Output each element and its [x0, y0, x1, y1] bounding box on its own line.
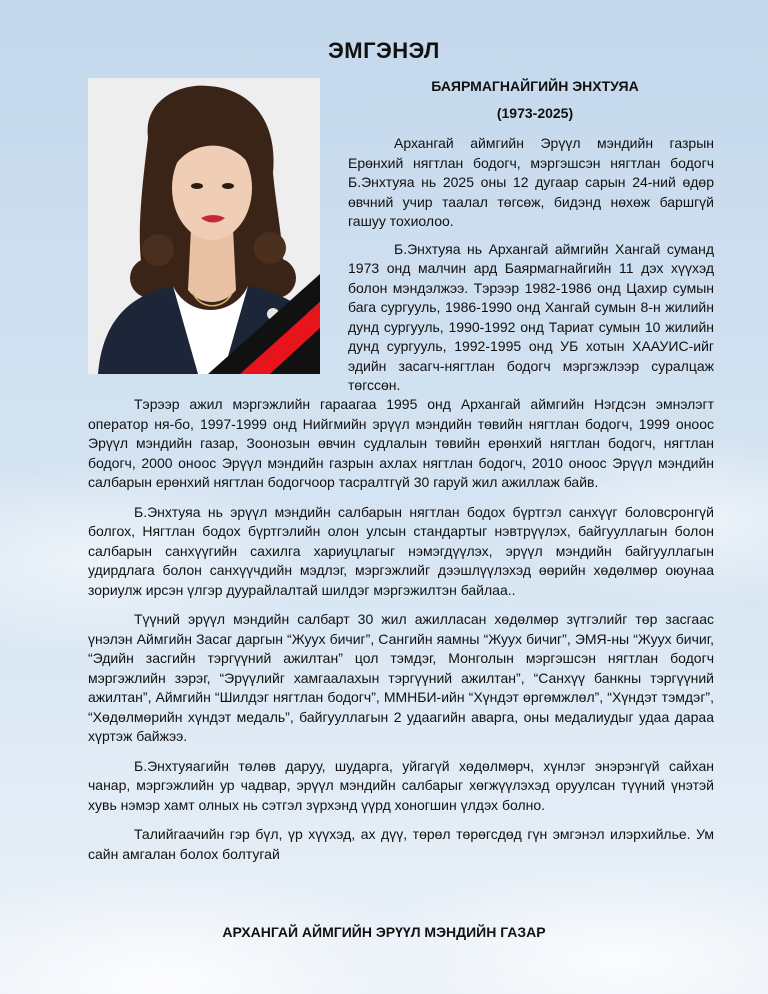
paragraph: Б.Энхтуяа нь Архангай аймгийн Хангай суманд 1973 онд малчин ард Баярмагнайгийн 11 дэх хүүхэд болон мэндэлжээ. Тэрээр 1982-1986 онд Цахир сумын бага сургууль, 1986-1990 онд Хангай сумын 8-н жилийн дунд сургууль, 1990-1992 онд Тариат сумын 10 жилийн дунд сургууль, 1992-1995 онд УБ хотын ХААУИС-ийг эдийн засагч-нягтлан бодогч мэргэжлээр суралцаж төгссөн. [348, 240, 714, 393]
main-text [88, 395, 714, 874]
paragraph: Б.Энхтуяагийн төлөв даруу, шударга, уйгагүй хөдөлмөрч, хүнлэг энэрэнгүй сайхан чанар, мэргэжлийн ур чадвар, эрүүл мэндийн салбарыг хөгжүүлэхэд оруулсан түүний үнэтэй хувь нэмэр хамт олных нь сэтгэл зүрхэнд үүрд хоногшин үлдэх болно. [88, 757, 714, 813]
page-title: ЭМГЭНЭЛ [328, 38, 440, 63]
organization-signature: АРХАНГАЙ АЙМГИЙН ЭРҮҮЛ МЭНДИЙН ГАЗАР [222, 924, 546, 940]
paragraph: Талийгаачийн гэр бүл, үр хүүхэд, ах дүү, төрөл төрөгсдөд гүн эмгэнэл илэрхийлье. Ум сайн амгалан болох болтугай [88, 826, 714, 862]
paragraph: Архангай аймгийн Эрүүл мэндийн газрын Ерөнхий нягтлан бодогч, мэргэшсэн нягтлан бодогч Б.Энхтуяа нь 2025 оны 12 дугаар сарын 24-ний өдөр өвчний учир таалал төгсөж, бидэнд нөхөж баршгүй гашуу тохиолоо. [348, 135, 714, 229]
paragraph: Тэрээр ажил мэргэжлийн гараагаа 1995 онд Архангай аймгийн Нэгдсэн эмнэлэгт оператор ня-бо, 1997-1999 онд Нийгмийн эрүүл мэндийн төвийн нягтлан бодогч, 1999 оноос Эрүүл мэндийн газар, Зоонозын өвчин судлалын төвийн ерөнхий нягтлан бодогч, нягтлан бодогч, 2000 оноос Эрүүл мэндийн газрын ахлах нягтлан бодогч, 2010 оноос Эрүүл мэндийн салбарын ерөнхий нягтлан бодогчоор тасралтгүй 30 гаруй жил ажиллаж байв. [88, 396, 714, 490]
intro-text [348, 134, 714, 404]
portrait-photo [88, 78, 320, 374]
paragraph: Түүний эрүүл мэндийн салбарт 30 жил ажилласан хөдөлмөр зүтгэлийг төр засгаас үнэлэн Аймгийн Засаг даргын “Жуух бичиг”, Сангийн яамны “Жуух бичиг”, ЭМЯ-ны “Жуух бичиг, “Эдийн засгийн тэргүүний ажилтан” цол тэмдэг, Монголын мэргэшсэн нягтлан бодогч мэргэжлийн зэрэг, “Эрүүлийг хамгаалахын тэргүүний ажилтан”, “Санхүү банкны тэргүүний ажилтан”, Аймгийн “Шилдэг нягтлан бодогч”, ММНБИ-ийн “Хүндэт өргөмжлөл”, “Хүндэт тэмдэг”, “Хөдөлмөрийн хүндэт медаль”, байгууллагын 2 удаагийн аварга, оны медалиудыг удаа дараа хүртэж байжээ. [88, 611, 714, 744]
deceased-name: БАЯРМАГНАЙГИЙН ЭНХТУЯА [431, 78, 639, 94]
life-years: (1973-2025) [496, 105, 574, 121]
paragraph: Б.Энхтуяа нь эрүүл мэндийн салбарын нягтлан бодох бүртгэл санхүүг боловсронгүй болгох, Нягтлан бодох бүртгэлийн олон улсын стандартыг нэвтрүүлэх, байгууллагын болон салбарын санхүүгийн сахилга хариуцлагыг нэмэгдүүлэх, эрүүл мэндийн байгууллагын удирдлага болон санхүүчдийн мэдлэг, мэргэжлийг дээшлүүлэхэд өөрийн хөдөлмөр оюунаа зориулж ирсэн үлгэр дуурайлалтай шилдэг мэргэжилтэн байлаа.. [88, 503, 714, 598]
